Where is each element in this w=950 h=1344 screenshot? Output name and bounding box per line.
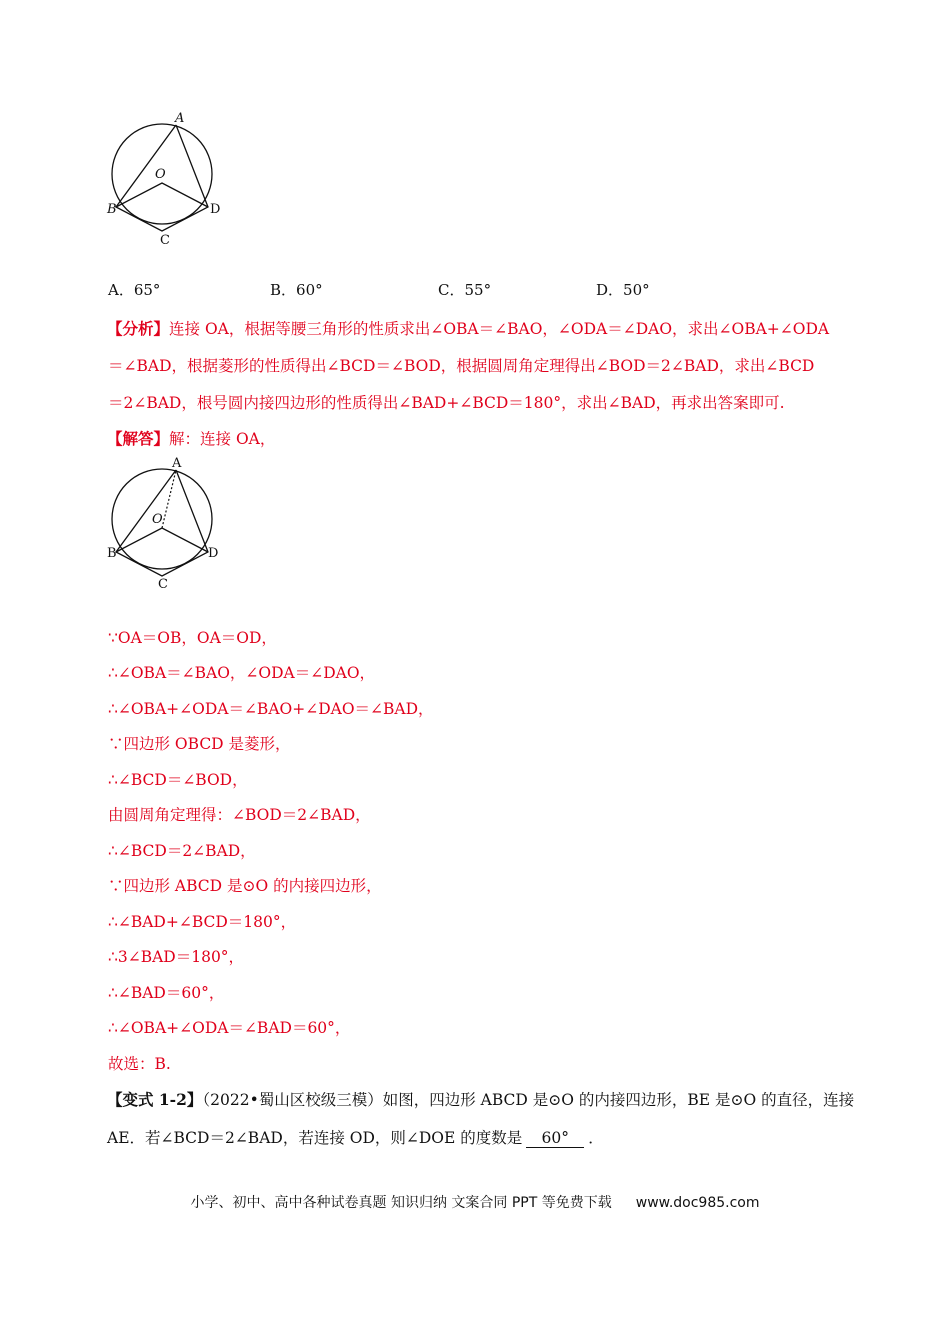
page-footer — [0, 1192, 950, 1212]
variant-text-2: AE．若∠BCD＝2∠BAD，若连接 OD，则∠DOE 的度数是 — [107, 1129, 523, 1147]
label-a: A — [175, 111, 185, 126]
label-a-2: A — [172, 456, 182, 471]
label-o-2: O — [152, 512, 163, 527]
label-c: C — [160, 233, 170, 248]
label-o: O — [155, 167, 166, 182]
variant-source: （2022•蜀山区校级三模） — [202, 1091, 383, 1109]
variant-tag: 【变式 1-2】 — [107, 1090, 203, 1109]
analysis-line-3: ＝2∠BAD，根号圆内接四边形的性质得出∠BAD+∠BCD＝180°，求出∠BAD，再求出答案即可. — [108, 394, 785, 412]
option-b[interactable]: B．60° — [270, 281, 323, 299]
solution-step-3: ∴∠OBA+∠ODA＝∠BAO+∠DAO＝∠BAD， — [108, 700, 434, 718]
solution-step-7: ∴∠BCD＝2∠BAD， — [108, 842, 256, 860]
figure-circle-with-oa — [100, 453, 240, 593]
solution-step-6: 由圆周角定理得：∠BOD＝2∠BAD， — [108, 806, 371, 824]
solution-step-4: ∵四边形 OBCD 是菱形， — [108, 735, 291, 753]
answer-blank[interactable]: 60° — [526, 1129, 584, 1148]
figure-2-svg — [100, 453, 240, 593]
solution-header — [107, 427, 275, 449]
option-a[interactable]: A．65° — [108, 281, 161, 299]
option-c[interactable]: C．55° — [438, 281, 492, 299]
radii-ob-od — [116, 183, 208, 207]
solution-intro: 解：连接 OA， — [169, 430, 276, 448]
label-b: B — [107, 202, 117, 217]
analysis-line-2: ＝∠BAD，根据菱形的性质得出∠BCD＝∠BOD，根据圆周角定理得出∠BOD＝2∠BAD，求出∠BCD — [108, 357, 815, 375]
label-b-2: B — [107, 546, 117, 561]
radii-ob-od-2 — [116, 528, 208, 552]
footer-text: 小学、初中、高中各种试卷真题 知识归纳 文案合同 PPT 等免费下载 — [190, 1195, 612, 1211]
solution-choice: 故选：B. — [108, 1055, 171, 1073]
solution-step-11: ∴∠BAD＝60°， — [108, 984, 225, 1002]
solution-step-8: ∵四边形 ABCD 是⊙O 的内接四边形， — [108, 877, 382, 895]
variant-text-1: 如图，四边形 ABCD 是⊙O 的内接四边形，BE 是⊙O 的直径，连接 — [382, 1091, 855, 1109]
analysis-line-1 — [107, 317, 829, 339]
label-d-2: D — [208, 546, 219, 561]
solution-tag: 【解答】 — [107, 429, 170, 448]
analysis-text-1: 连接 OA，根据等腰三角形的性质求出∠OBA＝∠BAO，∠ODA＝∠DAO，求出∠OBA+∠ODA — [169, 320, 830, 338]
variant-line-2 — [107, 1126, 604, 1148]
figure-1-svg — [100, 108, 240, 248]
figure-circle-quadrilateral — [100, 108, 240, 248]
analysis-tag: 【分析】 — [107, 319, 170, 338]
solution-step-9: ∴∠BAD+∠BCD＝180°， — [108, 913, 297, 931]
option-d[interactable]: D．50° — [596, 281, 650, 299]
solution-step-5: ∴∠BCD＝∠BOD， — [108, 771, 248, 789]
solution-step-12: ∴∠OBA+∠ODA＝∠BAD＝60°， — [108, 1019, 351, 1037]
solution-step-1: ∵OA＝OB，OA＝OD， — [108, 629, 277, 647]
label-c-2: C — [158, 577, 168, 592]
footer-url[interactable]: www.doc985.com — [635, 1195, 760, 1211]
label-d: D — [210, 202, 221, 217]
variant-line-1 — [107, 1088, 854, 1110]
solution-step-10: ∴3∠BAD＝180°， — [108, 948, 245, 966]
solution-step-2: ∴∠OBA＝∠BAO，∠ODA＝∠DAO， — [108, 664, 376, 682]
variant-text-end: ． — [588, 1129, 604, 1147]
